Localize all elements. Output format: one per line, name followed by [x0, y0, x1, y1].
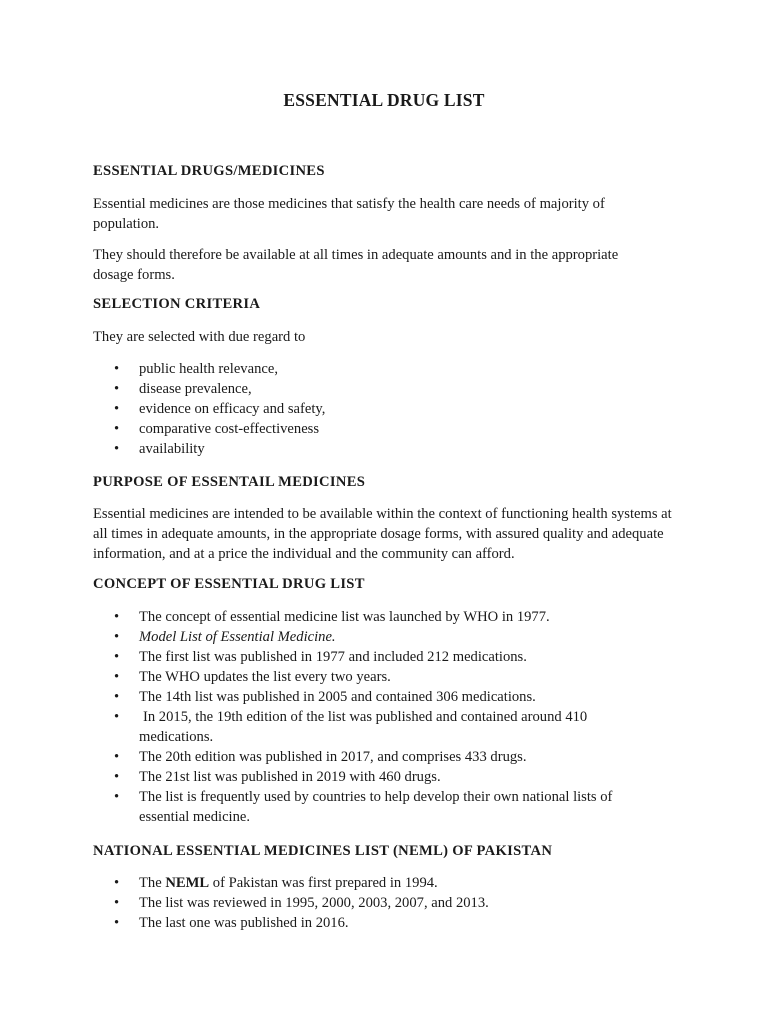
- paragraph-essential-definition: Essential medicines are those medicines that satisfy the health care needs of majority of population.: [93, 196, 605, 232]
- bullet-icon: •: [114, 629, 120, 645]
- list-item: • Model List of Essential Medicine.: [114, 629, 336, 645]
- list-item: • In 2015, the 19th edition of the list was published and contained around 410 medications.: [114, 709, 588, 745]
- list-item: • The first list was published in 1977 and included 212 medications.: [114, 649, 527, 665]
- bullet-icon: •: [114, 789, 120, 805]
- bullet-icon: •: [114, 769, 120, 785]
- list-item: • The WHO updates the list every two years.: [114, 669, 391, 685]
- document-title: ESSENTIAL DRUG LIST: [283, 90, 485, 110]
- list-item: • The 20th edition was published in 2017, and comprises 433 drugs.: [114, 749, 527, 765]
- list-item: • disease prevalence,: [114, 381, 252, 397]
- bullet-icon: •: [114, 441, 120, 457]
- list-item: • The list was reviewed in 1995, 2000, 2003, 2007, and 2013.: [114, 895, 489, 911]
- concept-list: [93, 607, 659, 827]
- heading-concept: CONCEPT OF ESSENTIAL DRUG LIST: [93, 576, 365, 592]
- bullet-icon: •: [114, 361, 120, 377]
- paragraph-essential-availability: They should therefore be available at all times in adequate amounts and in the appropriate dosage forms.: [93, 247, 619, 283]
- list-item: • The NEML of Pakistan was first prepared in 1994.: [114, 875, 438, 891]
- bullet-icon: •: [114, 401, 120, 417]
- paragraph-selection-intro: They are selected with due regard to: [93, 329, 306, 345]
- list-item: • availability: [114, 441, 205, 457]
- bullet-icon: •: [114, 609, 120, 625]
- paragraph-purpose: Essential medicines are intended to be available within the context of functioning health systems at all times in adequate amounts, in the appropriate dosage forms, with assured quality and adequate information, and at a price the individual and the community can afford.: [93, 506, 672, 562]
- heading-selection-criteria: SELECTION CRITERIA: [93, 296, 261, 312]
- list-item: • evidence on efficacy and safety,: [114, 401, 326, 417]
- bullet-icon: •: [114, 649, 120, 665]
- selection-criteria-list: [93, 359, 659, 459]
- bullet-icon: •: [114, 895, 120, 911]
- bullet-icon: •: [114, 669, 120, 685]
- bullet-icon: •: [114, 689, 120, 705]
- heading-neml-pakistan: NATIONAL ESSENTIAL MEDICINES LIST (NEML) OF PAKISTAN: [93, 843, 553, 859]
- list-item: • comparative cost-effectiveness: [114, 421, 320, 437]
- heading-purpose: PURPOSE OF ESSENTAIL MEDICINES: [93, 474, 366, 490]
- neml-bold-term: NEML: [165, 875, 210, 891]
- bullet-icon: •: [114, 421, 120, 437]
- bullet-icon: •: [114, 749, 120, 765]
- bullet-icon: •: [114, 915, 120, 931]
- list-item: • The last one was published in 2016.: [114, 915, 349, 931]
- neml-list: [93, 873, 659, 933]
- bullet-icon: •: [114, 875, 120, 891]
- list-item: • The 14th list was published in 2005 and contained 306 medications.: [114, 689, 536, 705]
- list-item: • public health relevance,: [114, 361, 278, 377]
- list-item: • The 21st list was published in 2019 with 460 drugs.: [114, 769, 441, 785]
- list-item: • The list is frequently used by countries to help develop their own national lists of essential medicine.: [114, 789, 613, 825]
- bullet-icon: •: [114, 381, 120, 397]
- list-item: • The concept of essential medicine list was launched by WHO in 1977.: [114, 609, 550, 625]
- bullet-icon: •: [114, 709, 120, 725]
- heading-essential-drugs: ESSENTIAL DRUGS/MEDICINES: [93, 163, 325, 179]
